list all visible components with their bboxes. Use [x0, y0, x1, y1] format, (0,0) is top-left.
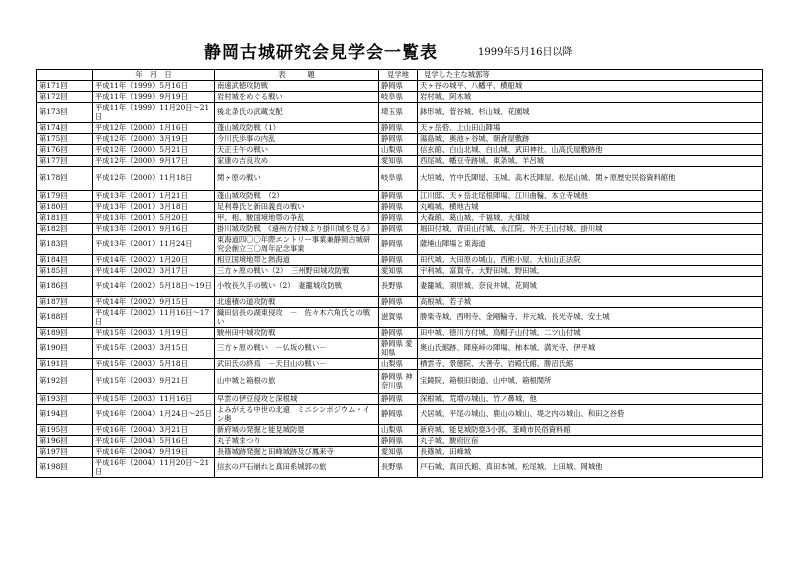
row-theme: 家康の吉良攻め: [215, 156, 379, 167]
row-sites: 堀田付城、青田山付城、永江院、外天王山付城、掛川城: [418, 224, 763, 235]
title-row: [0, 38, 800, 68]
table-row: [37, 255, 763, 266]
row-place: 静岡県: [379, 213, 418, 224]
row-place: 山梨県: [379, 145, 418, 156]
row-place: 静岡県: [379, 134, 418, 145]
table-row: [37, 447, 763, 458]
row-date: 平成11年（1999）11月20日～21日: [93, 103, 215, 123]
row-date: 平成16年（2004）3月21日: [93, 425, 215, 436]
header-theme: 表 題: [215, 70, 379, 81]
table-row: [37, 425, 763, 436]
row-place: 長野県: [379, 277, 418, 297]
row-sites: 信玄館、白山北城、白山城、武田神社、山高氏屋敷跡他: [418, 145, 763, 156]
header-number: [37, 70, 93, 81]
row-date: 平成13年（2001）1月21日: [93, 191, 215, 202]
row-theme: 相豆国境地帯と熱海道: [215, 255, 379, 266]
row-theme: よみがえる中世の北遠 ミニシンポジウム・イン奥: [215, 405, 379, 425]
header-date: 年 月 日: [93, 70, 215, 81]
row-place: 静岡県: [379, 235, 418, 255]
row-place: 山梨県: [379, 359, 418, 370]
row-sites: 長篠城、田峰城: [418, 447, 763, 458]
row-number: 第197回: [37, 447, 93, 458]
row-sites: 勝楽寺城、西明寺、金剛輪寺、井元城、長光寺城、安土城: [418, 308, 763, 328]
row-number: 第196回: [37, 436, 93, 447]
table-row: [37, 156, 763, 167]
row-date: 平成11年（1999）9月19日: [93, 92, 215, 103]
table-row: [37, 167, 763, 191]
row-place: 静岡県 神奈川県: [379, 370, 418, 394]
row-number: 第180回: [37, 202, 93, 213]
table-row: [37, 202, 763, 213]
row-theme: 天正壬午の戦い: [215, 145, 379, 156]
table-row: [37, 213, 763, 224]
row-place: 静岡県: [379, 255, 418, 266]
row-sites: 大森館、葛山城、千福城、大畑城: [418, 213, 763, 224]
row-theme: 丸子城まつり: [215, 436, 379, 447]
row-place: 長野県: [379, 458, 418, 478]
row-date: 平成16年（2004）9月19日: [93, 447, 215, 458]
row-number: 第186回: [37, 277, 93, 297]
row-place: 静岡県: [379, 191, 418, 202]
row-date: 平成12年（2000）1月16日: [93, 123, 215, 134]
row-date: 平成16年（2004）11月20日～21日: [93, 458, 215, 478]
row-date: 平成15年（2003）5月18日: [93, 359, 215, 370]
row-sites: 天ヶ谷の城平、八幡平、横船城: [418, 81, 763, 92]
row-sites: 大垣城、竹中氏陣屋、玉城、高木氏陣屋、松尾山城、関ヶ原歴史民俗資料館他: [418, 167, 763, 191]
table-row: [37, 297, 763, 308]
row-number: 第182回: [37, 224, 93, 235]
row-sites: 西尾城、幡豆寺跡城、東条城、羊呂城: [418, 156, 763, 167]
row-place: 静岡県: [379, 224, 418, 235]
row-theme: 蓬山城攻防戦（1）: [215, 123, 379, 134]
row-place: 静岡県: [379, 81, 418, 92]
row-sites: 宝鏡院、箱根旧街道、山中城、箱根関所: [418, 370, 763, 394]
row-date: 平成14年（2002）11月16日～17日: [93, 308, 215, 328]
row-number: 第198回: [37, 458, 93, 478]
table-row: [37, 458, 763, 478]
table-row: [37, 134, 763, 145]
row-date: 平成14年（2002）9月15日: [93, 297, 215, 308]
row-theme: 信玄の戸石崩れと真田系城郭の旅: [215, 458, 379, 478]
row-number: 第194回: [37, 405, 93, 425]
row-date: 平成15年（2003）9月21日: [93, 370, 215, 394]
row-number: 第193回: [37, 394, 93, 405]
table-row: [37, 103, 763, 123]
table-row: [37, 394, 763, 405]
row-theme: 三方ヶ原の戦い －仏坂の戦い－: [215, 339, 379, 359]
row-number: 第190回: [37, 339, 93, 359]
row-date: 平成15年（2003）11月16日: [93, 394, 215, 405]
row-place: 静岡県: [379, 123, 418, 134]
row-sites: 岩村城、阿木城: [418, 92, 763, 103]
row-date: 平成16年（2004）5月16日: [93, 436, 215, 447]
row-theme: 山中城と箱根の旅: [215, 370, 379, 394]
row-number: 第171回: [37, 81, 93, 92]
row-place: 山梨県: [379, 425, 418, 436]
row-theme: 岩村城をめぐる戦い: [215, 92, 379, 103]
row-place: 愛知県: [379, 447, 418, 458]
row-theme: 南遠武徳攻防戦: [215, 81, 379, 92]
row-date: 平成13年（2001）3月18日: [93, 202, 215, 213]
table-row: [37, 92, 763, 103]
row-date: 平成15年（2003）1月19日: [93, 328, 215, 339]
header-place: 見学地: [379, 70, 418, 81]
row-number: 第189回: [37, 328, 93, 339]
row-date: 平成13年（2001）11月24日: [93, 235, 215, 255]
row-date: 平成13年（2001）9月16日: [93, 224, 215, 235]
row-date: 平成14年（2002）5月18日～19日: [93, 277, 215, 297]
row-theme: 蓬山城攻防戦 （2）: [215, 191, 379, 202]
row-number: 第184回: [37, 255, 93, 266]
table-row: [37, 235, 763, 255]
row-theme: 駿州田中城攻防戦: [215, 328, 379, 339]
table-row: [37, 81, 763, 92]
row-number: 第174回: [37, 123, 93, 134]
row-sites: 妻籠城、須原城、奈良井城、花岡城: [418, 277, 763, 297]
row-sites: 田代城、大田原の城山、西熊小屋、大仙山正法院: [418, 255, 763, 266]
document-date: 1999年5月16日以降: [478, 47, 573, 58]
row-theme: 関ヶ原の戦い: [215, 167, 379, 191]
row-sites: 丸子城、駿府匠宿: [418, 436, 763, 447]
row-place: 静岡県: [379, 394, 418, 405]
table-row: [37, 191, 763, 202]
row-date: 平成11年（1999）5月16日: [93, 81, 215, 92]
row-theme: 北遠積の道攻防戦: [215, 297, 379, 308]
row-date: 平成16年（2004）1月24日～25日: [93, 405, 215, 425]
row-theme: 三方ヶ原の戦い（2） 三州野田城攻防戦: [215, 266, 379, 277]
row-theme: 甲、相、駿国境地帯の争乱: [215, 213, 379, 224]
row-place: 静岡県: [379, 297, 418, 308]
row-place: 埼玉県: [379, 103, 418, 123]
row-theme: 早雲の伊豆侵攻と深根城: [215, 394, 379, 405]
table-row: [37, 308, 763, 328]
row-number: 第178回: [37, 167, 93, 191]
row-date: 平成13年（2001）5月20日: [93, 213, 215, 224]
row-theme: 足利尊氏と新田義貞の戦い: [215, 202, 379, 213]
row-theme: 武田氏の終焉 －天目山の戦い－: [215, 359, 379, 370]
row-sites: 深根城、荒増の城山、竹ノ鼻城、他: [418, 394, 763, 405]
row-place: 静岡県 愛知県: [379, 339, 418, 359]
row-theme: 新府城の発掘と能見城防塁: [215, 425, 379, 436]
row-sites: 宇利城、富賀寺、大野田城、野田城、: [418, 266, 763, 277]
table-row: [37, 277, 763, 297]
row-number: 第176回: [37, 145, 93, 156]
row-date: 平成12年（2000）11月18日: [93, 167, 215, 191]
table-row: [37, 266, 763, 277]
row-date: 平成12年（2000）9月17日: [93, 156, 215, 167]
row-number: 第177回: [37, 156, 93, 167]
row-date: 平成12年（2000）3月19日: [93, 134, 215, 145]
row-place: 愛知県: [379, 266, 418, 277]
table-row: [37, 224, 763, 235]
row-number: 第187回: [37, 297, 93, 308]
row-place: 岐阜県: [379, 92, 418, 103]
row-number: 第192回: [37, 370, 93, 394]
document-title: 静岡古城研究会見学会一覧表: [204, 43, 438, 63]
row-theme: 長篠城跡発掘と田峰城跡及び鳳来寺: [215, 447, 379, 458]
row-sites: 鉢形城、菅谷城、杉山城、花園城: [418, 103, 763, 123]
row-date: 平成15年（2003）3月15日: [93, 339, 215, 359]
table-row: [37, 328, 763, 339]
row-theme: 小牧長久手の戦い（2） 妻籠城攻防戦: [215, 277, 379, 297]
row-sites: 江川邸、天ヶ岳北尾根陣場、江川曲輪、本立寺城他: [418, 191, 763, 202]
row-place: 静岡県: [379, 436, 418, 447]
row-place: 静岡県: [379, 328, 418, 339]
row-sites: 丸嶋城、横地古城: [418, 202, 763, 213]
table-row: [37, 145, 763, 156]
row-theme: 後北条氏の武蔵支配: [215, 103, 379, 123]
row-place: 岐阜県: [379, 167, 418, 191]
row-sites: 奥山氏館跡、陣座峠の陣場、柿本城、満光寺、伊平城: [418, 339, 763, 359]
row-sites: 栖雲寺、景徳院、大善寺、岩殿氏館、勝沼氏館: [418, 359, 763, 370]
row-date: 平成12年（2000）5月21日: [93, 145, 215, 156]
row-date: 平成14年（2002）3月17日: [93, 266, 215, 277]
row-sites: 湯島城、奥池ヶ谷城、朝倉屋敷跡: [418, 134, 763, 145]
row-number: 第172回: [37, 92, 93, 103]
row-number: 第183回: [37, 235, 93, 255]
row-theme: 東海道四〇〇年際エントリー事業兼静岡古城研究会創立三〇周年記念事業: [215, 235, 379, 255]
row-theme: 掛川城攻防戦 《遠州方付城より掛川城を見る》: [215, 224, 379, 235]
row-sites: 高根城、若子城: [418, 297, 763, 308]
row-number: 第185回: [37, 266, 93, 277]
table-row: [37, 405, 763, 425]
row-place: 滋賀県: [379, 308, 418, 328]
row-number: 第188回: [37, 308, 93, 328]
table-row: [37, 436, 763, 447]
row-sites: 薩埵山陣場と東海道: [418, 235, 763, 255]
table-row: [37, 359, 763, 370]
row-number: 第173回: [37, 103, 93, 123]
row-sites: 田中城、徳川方付城、鳥帽子山付城、二ツ山付城: [418, 328, 763, 339]
row-place: 静岡県: [379, 202, 418, 213]
row-place: 静岡県: [379, 405, 418, 425]
row-number: 第179回: [37, 191, 93, 202]
row-sites: 犬居城、平尾の城山、鹿山の城山、堤之内の城山、和田之谷砦: [418, 405, 763, 425]
row-number: 第195回: [37, 425, 93, 436]
tour-list-table: [36, 69, 763, 478]
table-header-row: [37, 70, 763, 81]
table-row: [37, 123, 763, 134]
row-sites: 新府城、能見城防塁3小郭、韮崎市民俗資料館: [418, 425, 763, 436]
row-number: 第181回: [37, 213, 93, 224]
row-theme: 織田信長の湖東侵攻 － 佐々木六角氏との戦い: [215, 308, 379, 328]
row-number: 第175回: [37, 134, 93, 145]
row-number: 第191回: [37, 359, 93, 370]
row-theme: 今川氏歩事の内乱: [215, 134, 379, 145]
row-place: 愛知県: [379, 156, 418, 167]
row-date: 平成14年（2002）1月20日: [93, 255, 215, 266]
table-row: [37, 339, 763, 359]
table-row: [37, 370, 763, 394]
row-sites: 天ヶ岳砦、上山田山陣場: [418, 123, 763, 134]
row-sites: 戸石城、真田氏館、真田本城、松尾城、上田城、岡城他: [418, 458, 763, 478]
header-sites: 見学した主な城郭等: [418, 70, 763, 81]
